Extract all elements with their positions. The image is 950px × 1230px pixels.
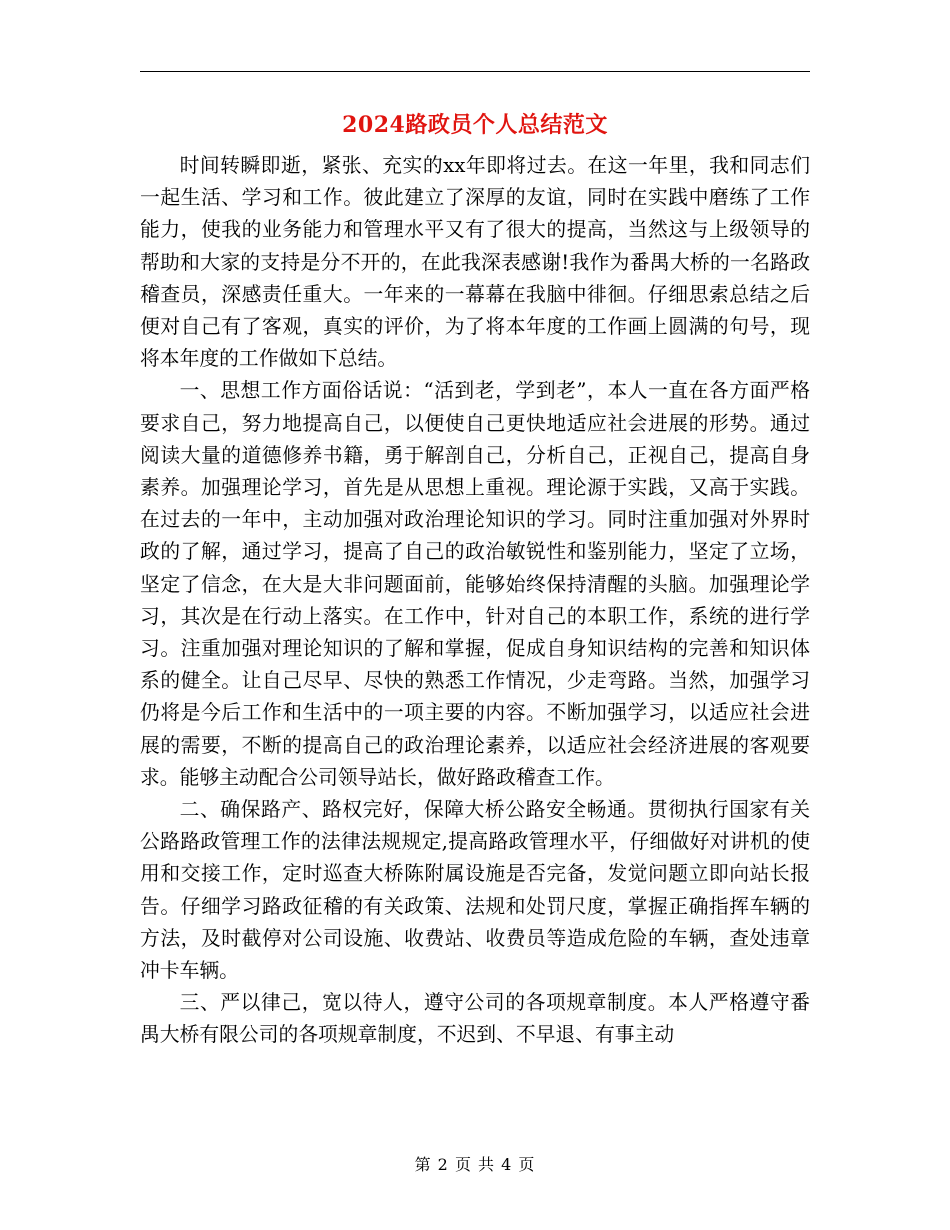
paragraph-section-3: 三、严以律己，宽以待人，遵守公司的各项规章制度。本人严格遵守番禺大桥有限公司的各项规章制度，不迟到、不早退、有事主动: [140, 991, 810, 1047]
page-number: 第 2 页 共 4 页: [414, 1155, 536, 1174]
paragraph-section-2: 二、确保路产、路权完好，保障大桥公路安全畅通。贯彻执行国家有关公路路政管理工作的法律法规规定,提高路政管理水平，仔细做好对讲机的使用和交接工作，定时巡查大桥陈附属设施是否完备，发觉问题立即向站长报告。仔细学习路政征稽的有关政策、法规和处罚尺度，掌握正确指挥车辆的方法，及时截停对公司设施、收费站、收费员等造成危险的车辆，查处违章冲卡车辆。: [140, 798, 810, 983]
paragraph-section-1: 一、思想工作方面俗话说：“活到老，学到老”，本人一直在各方面严格要求自己，努力地提高自己，以便使自己更快地适应社会进展的形势。通过阅读大量的道德修养书籍，勇于解剖自己，分析自己，正视自己，提高自身素养。加强理论学习，首先是从思想上重视。理论源于实践，又高于实践。在过去的一年中，主动加强对政治理论知识的学习。同时注重加强对外界时政的了解，通过学习，提高了自己的政治敏锐性和鉴别能力，坚定了立场，坚定了信念，在大是大非问题面前，能够始终保持清醒的头脑。加强理论学习，其次是在行动上落实。在工作中，针对自己的本职工作，系统的进行学习。注重加强对理论知识的了解和掌握，促成自身知识结构的完善和知识体系的健全。让自己尽早、尽快的熟悉工作情况，少走弯路。当然，加强学习仍将是今后工作和生活中的一项主要的内容。不断加强学习，以适应社会进展的需要，不断的提高自己的政治理论素养，以适应社会经济进展的客观要求。能够主动配合公司领导站长，做好路政稽查工作。: [140, 379, 810, 789]
document-body: [140, 150, 810, 1052]
document-title: 2024路政员个人总结范文: [342, 112, 608, 138]
paragraph-intro: 时间转瞬即逝，紧张、充实的xx年即将过去。在这一年里，我和同志们一起生活、学习和工作。彼此建立了深厚的友谊，同时在实践中磨练了工作能力，使我的业务能力和管理水平又有了很大的提高，当然这与上级领导的帮助和大家的支持是分不开的，在此我深表感谢!我作为番禺大桥的一名路政稽查员，深感责任重大。一年来的一幕幕在我脑中徘徊。仔细思索总结之后便对自己有了客观，真实的评价，为了将本年度的工作画上圆满的句号，现将本年度的工作做如下总结。: [140, 154, 810, 371]
header-rule: [140, 71, 810, 72]
